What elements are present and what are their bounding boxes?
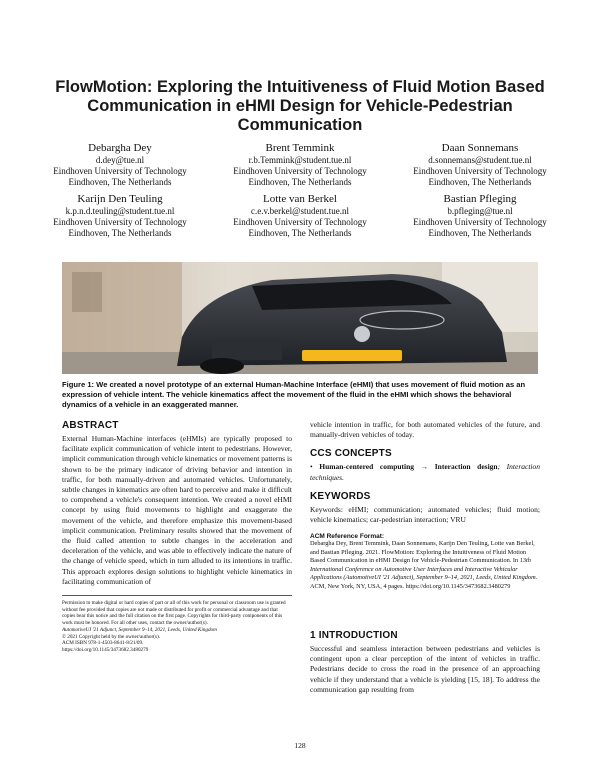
author-affiliation: Eindhoven University of Technology bbox=[53, 217, 187, 227]
window-left bbox=[72, 272, 102, 312]
car-headlight bbox=[360, 311, 444, 329]
venue-line bbox=[62, 627, 292, 634]
left-column bbox=[62, 420, 292, 594]
paper-title: FlowMotion: Exploring the Intuitiveness of Fluid Motion Based Communication in eHMI Design for Vehicle-Pedestrian Communication bbox=[55, 78, 545, 134]
author-email: b.pfleging@tue.nl bbox=[447, 206, 513, 216]
author-card bbox=[30, 192, 210, 239]
ccs-text bbox=[310, 462, 540, 482]
page-number: 128 bbox=[294, 741, 306, 750]
keywords-label: Keywords: bbox=[310, 504, 343, 514]
car-with-ehmi-illustration bbox=[62, 262, 538, 374]
ccs-section bbox=[310, 448, 540, 482]
author-name: Brent Temmink bbox=[265, 142, 335, 154]
copyright-line: © 2021 Copyright held by the owner/author(s). bbox=[62, 633, 161, 640]
author-affiliation: Eindhoven University of Technology bbox=[53, 166, 187, 176]
author-affiliation: Eindhoven University of Technology bbox=[413, 217, 547, 227]
keywords-list: eHMI; communication; automated vehicles; fluid motion; vehicle kinematics; car-pedestrian interaction; VRU bbox=[310, 504, 540, 525]
reference-heading: ACM Reference Format: bbox=[310, 533, 385, 541]
author-email: d.dey@tue.nl bbox=[95, 155, 145, 165]
author-card bbox=[210, 192, 390, 239]
author-affiliation: Eindhoven University of Technology bbox=[233, 166, 367, 176]
intro-heading: 1 INTRODUCTION bbox=[310, 630, 398, 641]
keywords-heading: KEYWORDS bbox=[310, 490, 371, 502]
author-name: Debargha Dey bbox=[88, 142, 152, 154]
isbn-line: ACM ISBN 978-1-4503-8641-8/21/09. bbox=[62, 640, 144, 647]
author-location: Eindhoven, The Netherlands bbox=[248, 228, 352, 238]
car-grille bbox=[212, 342, 282, 360]
permission-text: Permission to make digital or hard copies of part or all of this work for personal or classroom use is granted without fee provided that copies are not made or distributed for profit or commercial advantage and that copies bear this notice and the full citation on the first page. Copyrights for third-party components of this work must be honored. For all other uses, contact the owner/author(s). bbox=[62, 600, 286, 627]
ccs-heading: CCS CONCEPTS bbox=[310, 448, 392, 460]
abstract-continuation: vehicle intention in traffic, for both automated vehicles of the future, and manually-driven vehicles of today. bbox=[310, 420, 540, 440]
author-row-2 bbox=[30, 192, 570, 239]
reference-venue: 13th International Conference on Automotive User Interfaces and Interactive Vehicular Applications (AutomotiveUI '21 Adjunct), September 9–14, 2021, Leeds, United Kingdom. bbox=[310, 557, 538, 582]
reference-part-1: Debargha Dey, Brent Temmink, Daan Sonnemans, Karijn Den Teuling, Lotte van Berkel, and Bastian Pfleging. 2021. FlowMotion: Exploring the Intuitiveness of Fluid Motion Based Communication in eHMI Design for Vehicle-Pedestrian Communication. In bbox=[310, 540, 535, 565]
author-row-1 bbox=[30, 141, 570, 188]
author-location: Eindhoven, The Netherlands bbox=[428, 177, 532, 187]
intro-text-wrapper bbox=[310, 644, 540, 704]
author-card bbox=[30, 141, 210, 188]
figure-caption: Figure 1: We created a novel prototype of an external Human-Machine Interface (eHMI) that uses movement of fluid motion as an expression of vehicle intent. The vehicle kinematics affect the movement of the fluid in the eHMI which shows the behavioral dynamics of a vehicle in an exaggerated manner. bbox=[62, 380, 526, 409]
introduction-section bbox=[310, 630, 540, 704]
author-name: Bastian Pfleging bbox=[443, 193, 517, 205]
doi-line[interactable]: https://doi.org/10.1145/3473682.3480279 bbox=[62, 646, 149, 653]
intro-text: Successful and seamless interaction between pedestrians and vehicles is contingent upon a clear perception of the intent of vehicles in traffic. Pedestrians decide to cross the road in the presence of an approaching vehicle if they understand that a vehicle is yielding [15, 18]. To address the communication gap resulting from bbox=[310, 644, 540, 694]
abstract-text: External Human-Machine interfaces (eHMIs) are typically proposed to facilitate explicit communication of vehicle intent to pedestrians. However, implicit communication through vehicle kinematics or movement patterns is shown to be the primary indicator of driving behavior and intention in traffic, for both manually-driven and automated vehicles. Unfortunately, subtle changes in kinematics are often hard to perceive and make it difficult to comprehend a vehicle's consequent intention. We created a novel eHMI concept by using fluid movements to highlight and exaggerate the movement of the vehicle, and therefore emphasize this movement-based implicit communication. Preliminary results showed that the movement of the fluid called attention to subtle changes in the acceleration and deceleration of the vehicle, and was able to effectively indicate the nature of the change of vehicle speed, which in turn alluded to its intentions in traffic. This approach explores design solutions to highlight vehicle kinematics in facilitating communication of bbox=[62, 434, 292, 586]
car-wheel bbox=[200, 358, 244, 374]
author-block bbox=[30, 141, 570, 243]
author-card bbox=[390, 192, 570, 239]
author-location: Eindhoven, The Netherlands bbox=[68, 228, 172, 238]
car-badge bbox=[354, 326, 370, 342]
author-location: Eindhoven, The Netherlands bbox=[68, 177, 172, 187]
author-name: Lotte van Berkel bbox=[263, 193, 337, 205]
keywords-text bbox=[310, 505, 540, 525]
reference-part-2: ACM, New York, NY, USA, 4 pages. https://doi.org/10.1145/3473682.3480279 bbox=[310, 582, 511, 590]
venue-line-text: AutomotiveUI '21 Adjunct, September 9–14, 2021, Leeds, United Kingdom bbox=[62, 626, 217, 633]
author-location: Eindhoven, The Netherlands bbox=[248, 177, 352, 187]
teaser-figure bbox=[62, 262, 538, 374]
ccs-italic: ; Interaction techniques. bbox=[310, 462, 540, 482]
abstract-text-wrapper bbox=[62, 434, 292, 594]
author-affiliation: Eindhoven University of Technology bbox=[233, 217, 367, 227]
ccs-bold: Human-centered computing → Interaction design bbox=[319, 462, 498, 472]
author-email: r.b.Temmink@student.tue.nl bbox=[248, 155, 352, 165]
author-email: k.p.n.d.teuling@student.tue.nl bbox=[65, 206, 175, 216]
author-email: d.sonnemans@student.tue.nl bbox=[428, 155, 532, 165]
author-card bbox=[390, 141, 570, 188]
reference-text bbox=[310, 540, 540, 591]
author-affiliation: Eindhoven University of Technology bbox=[413, 166, 547, 176]
author-name: Daan Sonnemans bbox=[441, 142, 519, 154]
abstract-heading: ABSTRACT bbox=[62, 420, 119, 431]
author-name: Karijn Den Teuling bbox=[77, 193, 163, 205]
ehmi-fluid-strip bbox=[302, 350, 402, 361]
author-card bbox=[210, 141, 390, 188]
author-location: Eindhoven, The Netherlands bbox=[428, 228, 532, 238]
author-email: c.e.v.berkel@student.tue.nl bbox=[251, 206, 349, 216]
right-column bbox=[310, 420, 540, 591]
permission-block bbox=[62, 595, 292, 654]
keywords-section bbox=[310, 491, 540, 525]
ccs-bullet: • bbox=[310, 462, 313, 472]
